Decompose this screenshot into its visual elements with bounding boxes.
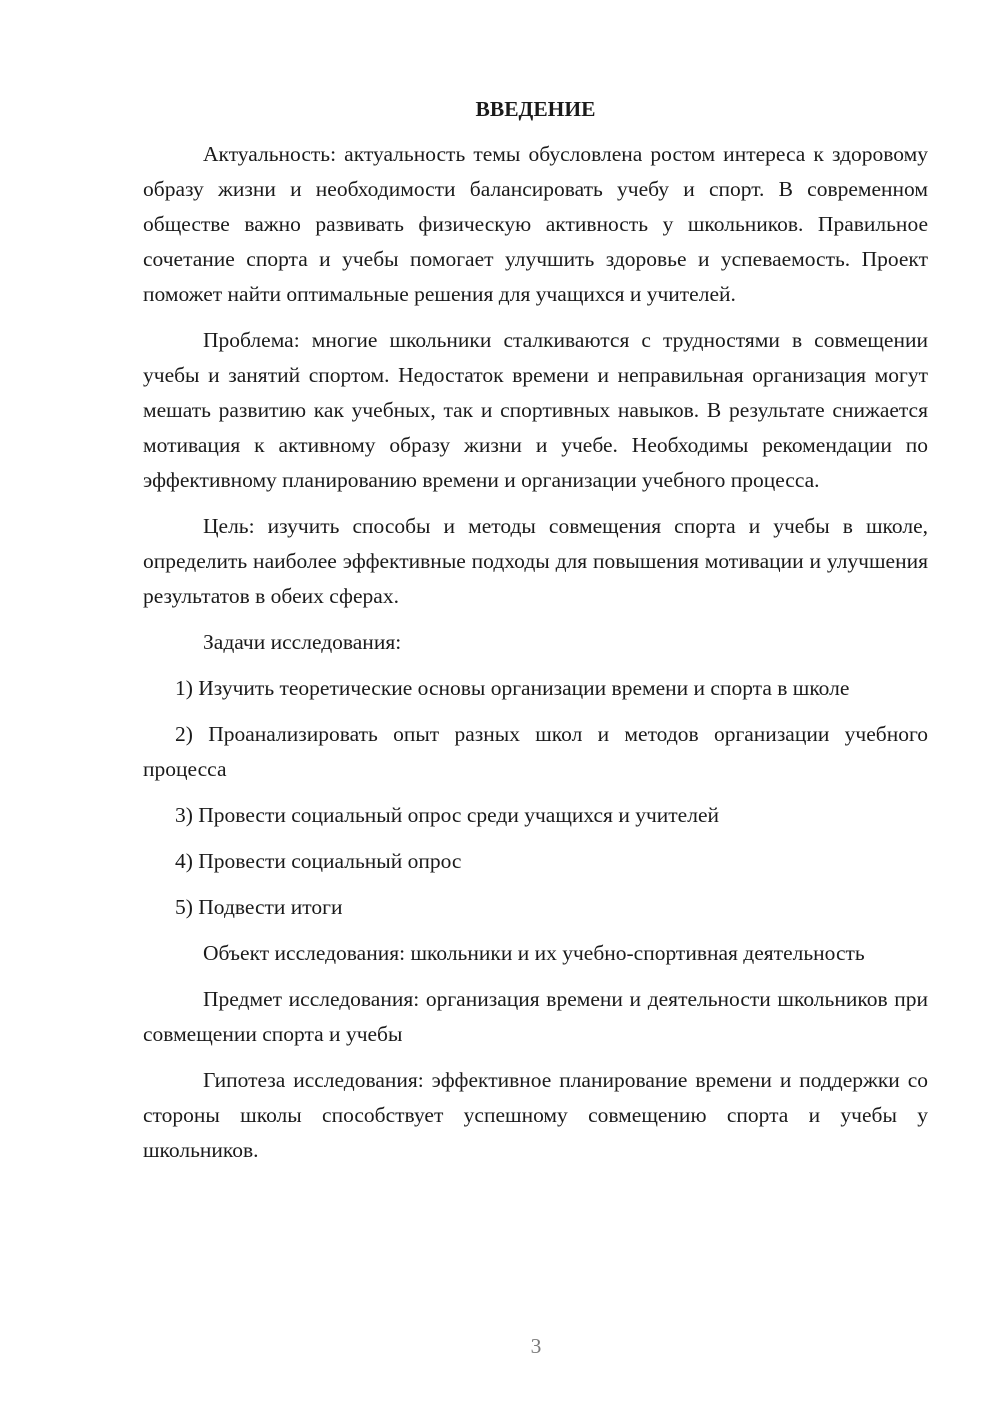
page-title: ВВЕДЕНИЕ	[475, 97, 596, 121]
hypothesis-paragraph: Гипотеза исследования: эффективное планирование времени и поддержки со стороны школы способствует успешному совмещению спорта и учебы у школьников.	[143, 1068, 928, 1162]
task-item-5: 5) Подвести итоги	[175, 895, 343, 919]
task-item-2: 2) Проанализировать опыт разных школ и методов организации учебного процесса	[143, 722, 928, 781]
page-number: 3	[530, 1334, 542, 1358]
subject-paragraph: Предмет исследования: организация времени и деятельности школьников при совмещении спорта и учебы	[143, 987, 928, 1046]
object-paragraph: Объект исследования: школьники и их учебно-спортивная деятельность	[203, 941, 865, 965]
tasks-heading: Задачи исследования:	[203, 630, 402, 654]
relevance-paragraph: Актуальность: актуальность темы обусловлена ростом интереса к здоровому образу жизни и необходимости балансировать учебу и спорт. В современном обществе важно развивать физическую активность у школьников. Правильное сочетание спорта и учебы помогает улучшить здоровье и успеваемость. Проект поможет найти оптимальные решения для учащихся и учителей.	[143, 142, 928, 306]
task-item-1: 1) Изучить теоретические основы организации времени и спорта в школе	[175, 676, 850, 700]
document-page	[143, 92, 928, 1179]
task-item-4: 4) Провести социальный опрос	[175, 849, 462, 873]
goal-paragraph: Цель: изучить способы и методы совмещения спорта и учебы в школе, определить наиболее эффективные подходы для повышения мотивации и улучшения результатов в обеих сферах.	[143, 514, 928, 608]
task-item-3: 3) Провести социальный опрос среди учащихся и учителей	[175, 803, 719, 827]
problem-paragraph: Проблема: многие школьники сталкиваются с трудностями в совмещении учебы и занятий спортом. Недостаток времени и неправильная организация могут мешать развитию как учебных, так и спортивных навыков. В результате снижается мотивация к активному образу жизни и учебе. Необходимы рекомендации по эффективному планированию времени и организации учебного процесса.	[143, 328, 928, 492]
